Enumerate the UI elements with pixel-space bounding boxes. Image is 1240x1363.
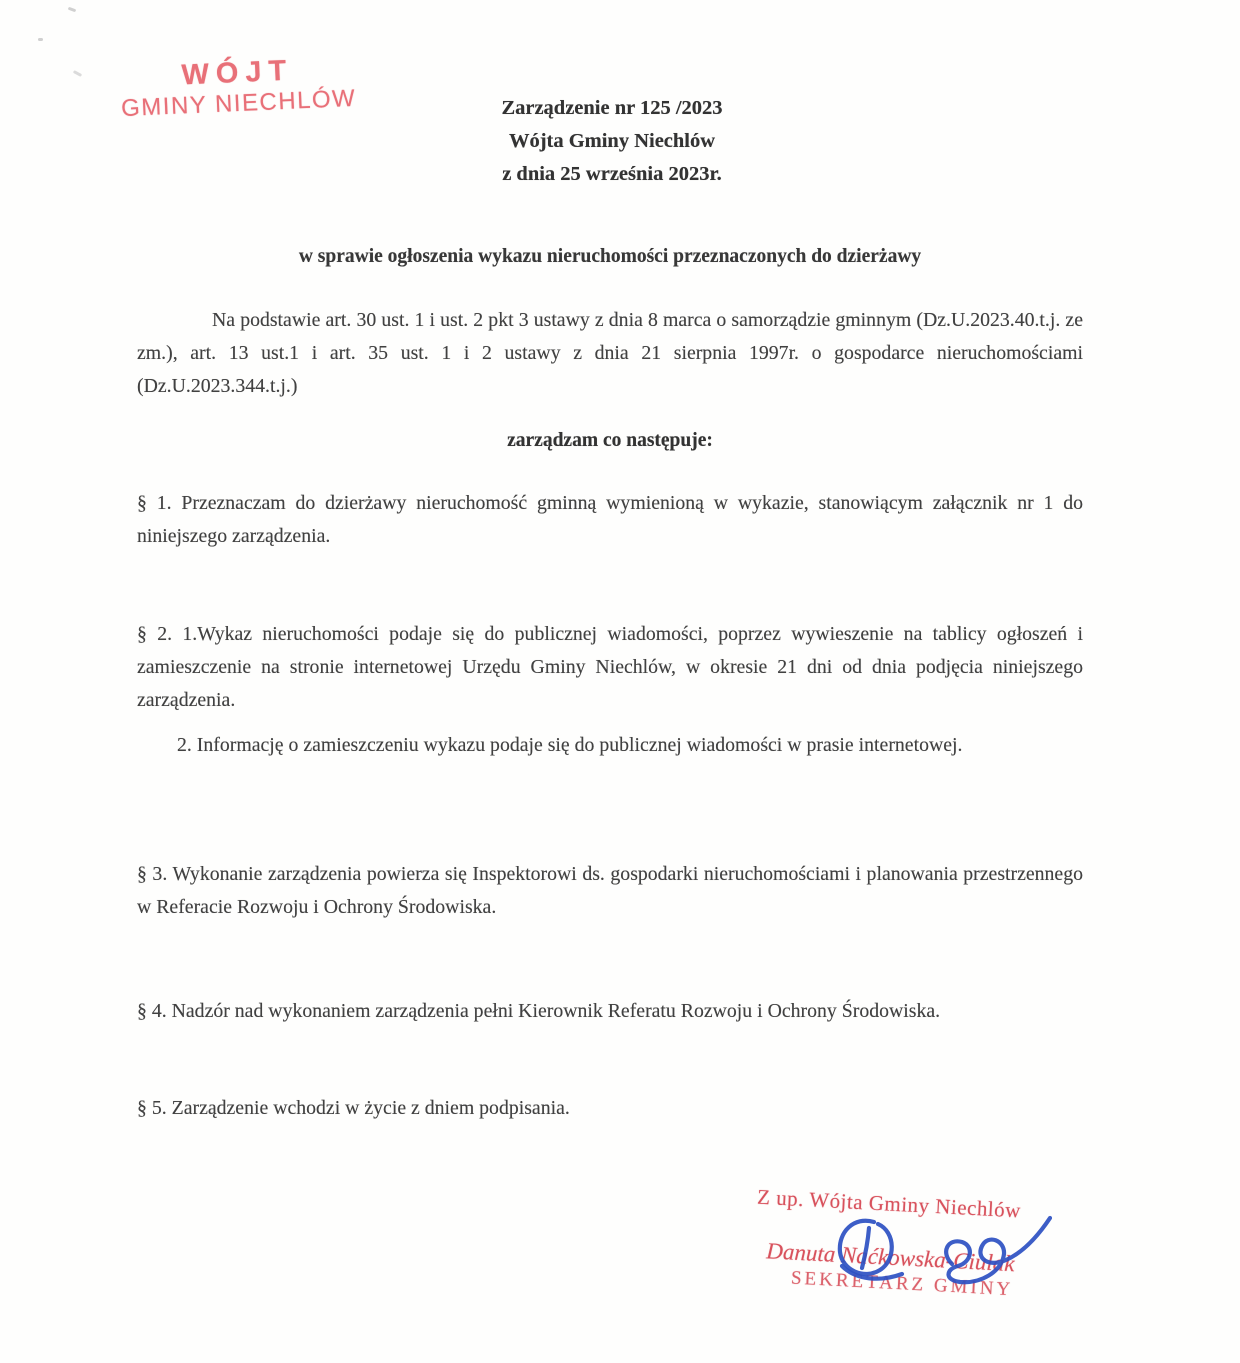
signature-authorization-line: Z up. Wójta Gminy Niechlów — [756, 1184, 1022, 1223]
title-line-number: Zarządzenie nr 125 /2023 — [501, 97, 723, 119]
document-subject: w sprawie ogłoszenia wykazu nieruchomości przeznaczonych do dzierżawy — [298, 246, 922, 267]
office-stamp-line2: GMINY NIECHLÓW — [120, 84, 357, 123]
scan-speck — [73, 70, 82, 77]
signatory-role: SEKRETARZ GMINY — [790, 1267, 1014, 1301]
office-stamp-line1: WÓJT — [180, 54, 294, 92]
section-2-1-paragraph: § 2. 1.Wykaz nieruchomości podaje się do publicznej wiadomości, poprzez wywieszenie na tablicy ogłoszeń i zamieszczenie na stronie internetowej Urzędu Gminy Niechlów, w okresie 21 dni od dnia podjęcia niniejszego zarządzenia. — [137, 623, 1083, 711]
scan-speck — [68, 7, 77, 13]
scan-speck — [38, 38, 43, 41]
section-5-paragraph: § 5. Zarządzenie wchodzi w życie z dniem podpisania. — [137, 1097, 570, 1119]
title-line-date: z dnia 25 września 2023r. — [502, 163, 722, 185]
document-title — [437, 92, 787, 191]
handwritten-signature-ink — [822, 1208, 1052, 1298]
section-3-paragraph: § 3. Wykonanie zarządzenia powierza się Inspektorowi ds. gospodarki nieruchomościami i planowania przestrzennego w Referacie Rozwoju i Ochrony Środowiska. — [137, 863, 1083, 918]
order-heading: zarządzam co następuje: — [507, 430, 713, 451]
office-stamp — [117, 51, 359, 123]
section-1-paragraph: § 1. Przeznaczam do dzierżawy nieruchomość gminną wymienioną w wykazie, stanowiącym załącznik nr 1 do niniejszego zarządzenia. — [137, 492, 1083, 547]
legal-basis-paragraph: Na podstawie art. 30 ust. 1 i ust. 2 pkt 3 ustawy z dnia 8 marca o samorządzie gminnym (Dz.U.2023.40.t.j. ze zm.), art. 13 ust.1 i art. 35 ust. 1 i 2 ustawy z dnia 21 sierpnia 1997r. o gospodarce nieruchomościami (Dz.U.2023.344.t.j.) — [137, 309, 1083, 397]
title-line-authority: Wójta Gminy Niechlów — [508, 130, 716, 152]
section-2-2-paragraph: 2. Informację o zamieszczeniu wykazu podaje się do publicznej wiadomości w prasie internetowej. — [177, 734, 963, 756]
section-4-paragraph: § 4. Nadzór nad wykonaniem zarządzenia pełni Kierownik Referatu Rozwoju i Ochrony Środowiska. — [137, 1000, 941, 1022]
signatory-name: Danuta Naćkowska-Ciulak — [765, 1238, 1016, 1277]
